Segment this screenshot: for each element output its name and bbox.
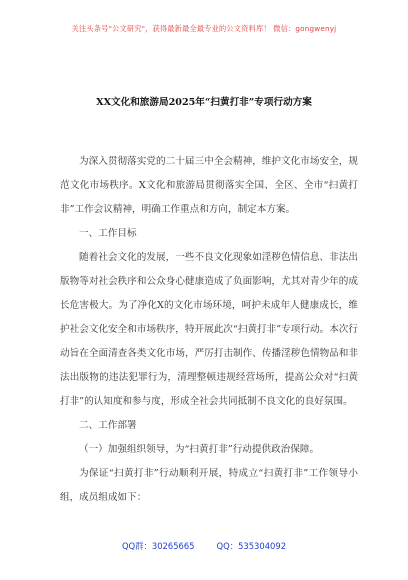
document-body [60,150,358,510]
qq-group-number: QQ群：30265665 [121,541,195,551]
leadership-paragraph: 为保证“扫黄打非”行动顺利开展，特成立“扫黄打非”工作领导小组，成员组成如下： [60,468,358,503]
header-promo-note: 关注头条号"公文研究"，获得最新最全最专业的公文资料库！ 微信：gongwenyj [71,24,337,33]
section-heading-deployment: 二、工作部署 [79,420,137,431]
document-title: XX文化和旅游局2025年“扫黄打非”专项行动方案 [96,97,312,108]
section-heading-goals: 一、工作目标 [79,228,137,239]
subsection-heading-leadership: （一）加强组织领导，为“扫黄打非”行动提供政治保障。 [79,444,320,455]
goals-paragraph: 随着社会文化的发展，一些不良文化现象如淫秽色情信息、非法出版物等对社会秩序和公众身心健康造成了负面影响，尤其对青少年的成长危害极大。为了净化X的文化市场环境，呵护未成年人健康成长，维护社会文化安全和市场秩序，特开展此次“扫黄打非”专项行动。本次行动旨在全面清查各类文化市场，严厉打击制作、传播淫秽色情物品和非法出版物的违法犯罪行为，清理整顿违规经营场所，提高公众对“扫黄打非”的认知度和参与度，形成全社会共同抵制不良文化的良好氛围。 [60,252,358,407]
qq-contact-number: QQ：535304092 [216,541,287,551]
intro-paragraph: 为深入贯彻落实党的二十届三中全会精神，维护文化市场安全，规范文化市场秩序。X文化和旅游局贯彻落实全国、全区、全市“扫黄打非”工作会议精神，明确工作重点和方向，制定本方案。 [60,156,358,215]
qq-contact-footer [0,540,408,552]
